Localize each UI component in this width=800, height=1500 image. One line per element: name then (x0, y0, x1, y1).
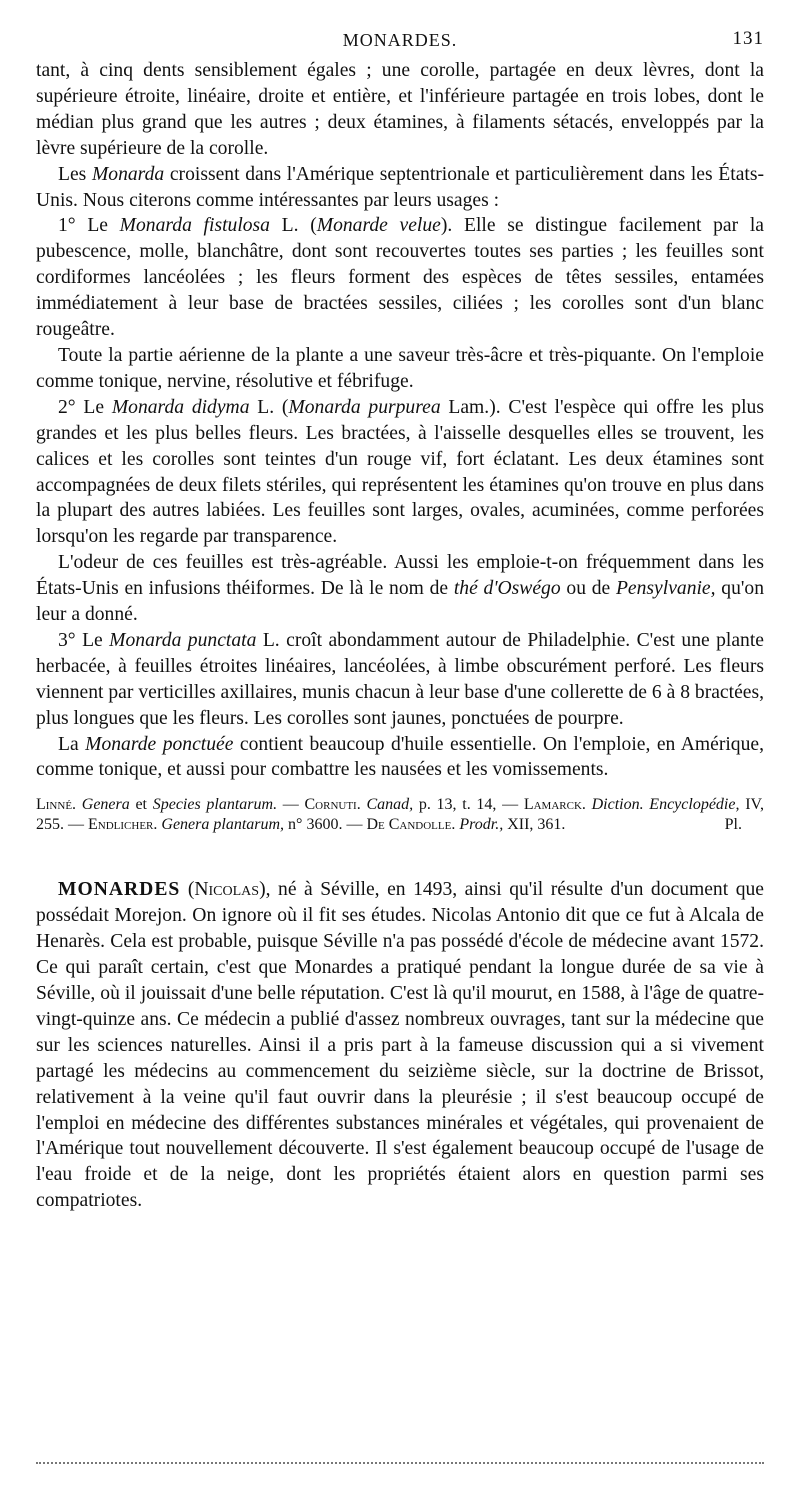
common-name: Monarde ponctuée (85, 733, 234, 755)
article-headword: MONARDES (58, 879, 181, 901)
species-name: Monarda fistulosa (119, 215, 270, 237)
paragraph-punctata-uses (36, 732, 764, 784)
genus-name: Monarda (91, 163, 165, 185)
article-monardes-nicolas (36, 877, 764, 1214)
text-segment: Lam.). C'est l'espèce qui offre les plus grandes et les plus belles fleurs. Les bractées, à l'aisselle desquelles elles se trouvent, les calices et les corolles sont teintes d'un rouge vif, fort éclatant. Les deux étamines sont accompagnées de deux filets stériles, qui représentent les étamines qu'on trouve en plus dans la plupart des autres labiées. Les feuilles sont larges, ovales, acuminées, comme perforées lorsqu'on les regarde par transparence. (36, 396, 764, 548)
species-name: Monarda punctata (109, 629, 257, 651)
text-segment: contient beaucoup d'huile essentielle. On l'emploie, en Amérique, comme tonique, et aussi pour combattre les nausées et les vomissements. (36, 733, 764, 781)
page-number: 131 (732, 28, 764, 49)
common-name: thé d'Oswégo (453, 578, 561, 600)
bibliography (36, 795, 764, 835)
text-segment: croissent dans l'Amérique septentrionale et particulièrement dans les États-Unis. Nous citerons comme intéressantes par leurs usages : (36, 163, 764, 211)
document-page (36, 26, 764, 1214)
text-segment: Les (58, 163, 92, 185)
text-segment: La (58, 733, 86, 755)
paragraph-fistulosa-uses: Toute la partie aérienne de la plante a une saveur très-âcre et très-piquante. On l'emploie comme tonique, nervine, résolutive et fébrifuge. (36, 344, 764, 392)
reference: n° 3600. — (284, 816, 367, 834)
text-segment: et (129, 796, 153, 814)
author-lamarck: Lamarck. (523, 796, 586, 814)
paragraph-corolla-description: tant, à cinq dents sensiblement égales ; une corolle, partagée en deux lèvres, dont la supérieure étroite, linéaire, droite et entière, et l'inférieure partagée en trois lobes, dont le médian plus grand que les autres ; deux étamines, à filaments sétacés, enveloppés par la lèvre supérieure de la corolle. (36, 60, 764, 159)
paragraph-monarda-fistulosa (36, 213, 764, 343)
text-segment: ou de (560, 578, 616, 600)
text-segment: L. croît abondamment autour de Philadelphie. C'est une plante herbacée, à feuilles étroites linéaires, lancéolées, à limbe obscurément perforé. Les fleurs viennent par verticilles axillaires, munis chacun à leur base d'une collerette de 6 à 8 bractées, plus longues que les fleurs. Les corolles sont jaunes, ponctuées de pourpre. (36, 629, 764, 729)
species-name: Monarda didyma (111, 396, 250, 418)
author-endlicher: Endlicher. (88, 816, 158, 834)
reference: IV, 255. — (36, 796, 765, 834)
paragraph-monarda-punctata (36, 628, 764, 732)
text-segment: L. ( (269, 215, 317, 237)
text-segment: L'odeur de ces feuilles est très-agréable. Aussi les emploie-t-on fréquemment dans les États-Unis en infusions théiformes. De là le nom de (36, 552, 764, 600)
author-cornuti: Cornuti. (304, 796, 361, 814)
place-name: Pensylvanie, (615, 578, 716, 600)
work-title: Genera (81, 796, 130, 814)
author-linne: Linné. (36, 796, 77, 814)
work-title: Canad, (366, 796, 414, 814)
work-title: Species plantarum. (152, 796, 278, 814)
text-segment: 3° Le (58, 629, 110, 651)
first-name: Nicolas (194, 879, 260, 901)
paragraph-didyma-uses (36, 550, 764, 628)
separator: — (277, 796, 305, 814)
work-title: Prodr., (459, 816, 504, 834)
work-title: Genera plantarum, (161, 816, 285, 834)
paragraph-monarda-didyma (36, 395, 764, 550)
reference: XII, 361. (503, 816, 566, 834)
footer-dotted-rule (36, 1462, 764, 1464)
text-segment: 1° Le (58, 215, 120, 237)
common-name: Monarde velue (316, 215, 441, 237)
work-title: Diction. Encyclopédie, (591, 796, 740, 814)
page-header (36, 26, 764, 58)
reference: p. 13, t. 14, — (413, 796, 524, 814)
text-segment: qu'on leur a donné. (36, 578, 764, 626)
article-body: ), né à Séville, en 1493, ainsi qu'il résulte d'un document que possédait Morejon. On ignore où il fit ses études. Nicolas Antonio dit que ce fut à Alcala de Henarès. Cela est probable, puisque Séville n'a pas possédé d'école de médecine avant 1572. Ce qui paraît certain, c'est que Monardes a pratiqué pendant la longue durée de sa vie à Séville, où il jouissait d'une belle réputation. C'est là qu'il mourut, en 1588, à l'âge de quatre-vingt-quinze ans. Ce médecin a publié d'assez nombreux ouvrages, tant sur la médecine que sur les sciences naturelles. Ainsi il a pris part à la fameuse discussion qui a si vivement partagé les médecins au commencement du seizième siècle, sur la doctrine de Brissot, relativement à la veine qu'il faut ouvrir dans la pleurésie ; il s'est beaucoup occupé de l'emploi en médecine des différentes substances minérales et végétales, qui provenaient de l'Amérique tout nouvellement découverte. Il s'est également beaucoup occupé de l'usage de l'eau froide et de la neige, dont les propriétés étaient alors en question parmi ses compatriotes. (36, 879, 764, 1212)
article-author-initials: Pl. (724, 816, 742, 834)
text-segment: ( (180, 879, 195, 901)
text-segment: L. ( (249, 396, 289, 418)
author-de-candolle: De Candolle. (366, 816, 456, 834)
paragraph-monarda-distribution (36, 162, 764, 214)
synonym-name: Monarda purpurea (288, 396, 441, 418)
running-title: MONARDES. (342, 30, 458, 50)
text-segment: 2° Le (58, 396, 112, 418)
text-segment: ). Elle se distingue facilement par la pubescence, molle, blanchâtre, dont sont recouvertes toutes ses parties ; les feuilles sont cordiformes lancéolées ; les fleurs forment des espèces de têtes sessiles, entamées immédiatement à leur base de bractées sessiles, ciliées ; les corolles sont d'un blanc rougeâtre. (36, 215, 764, 341)
